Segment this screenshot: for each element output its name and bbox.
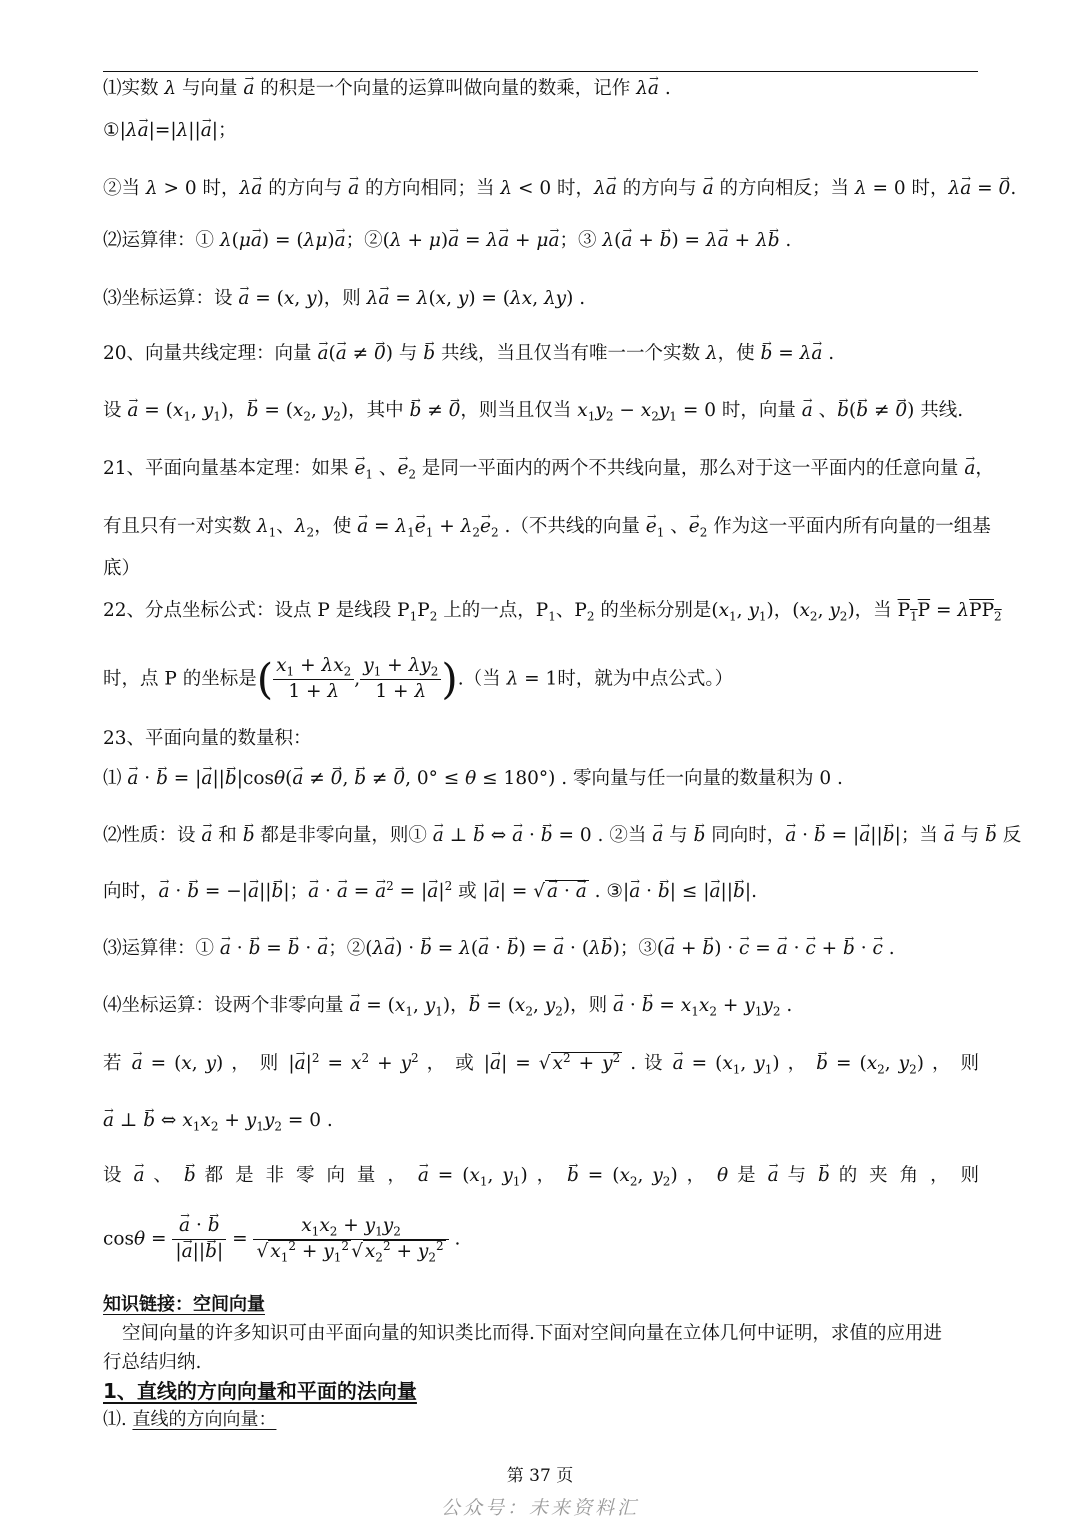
line-division-formula-2: 时，点 P 的坐标是( $\frac{x_1 + \lambda x_2}{1 + \lambda}$ , $\frac{y_1 + \lambda y_2}{1 + \lambda}$ ).（当 λ = 1时，就为中点公式。）	[103, 654, 734, 704]
line-abs-prop: ①|λ→ a|=|λ||→ a|；	[103, 122, 979, 141]
line-dot-props-2: 向时，→ a · → b = −|→ a||→ b|；→ a · → a = → $a^2$ = |→ $a|^2$ 或 |→ a| = √→ a · → a . ③|→ a · → b| ≤ |→ a||→ b|.	[103, 883, 979, 902]
page-number: 第 37 页	[506, 1466, 574, 1486]
line-operation-laws: ⑵运算律：① λ(μ→ a) = (λμ)→ a；②(λ + μ)→ a = λ→ a + μ→ a；③ λ(→ a + → b) = λ→ a + λ→ b .	[103, 232, 979, 251]
line-division-formula: 22、分点坐标公式：设点 P 是线段 $P_1P_2$ 上的一点，$P_1$、$P_2$ 的坐标分别是($x_1$, $y_1$)，($x_2$, $y_2$)，当 $P_1P = \lambda PP_2$	[103, 600, 1002, 624]
line-dot-laws: ⑶运算律：① → a · → b = → b · → a；②(λ→ a) · → b = λ(→ a · → b) = → a · (λ→ b)；③(→ a + → b) · → c = → a · → c + → b · → c .	[103, 940, 979, 959]
line-basic-theorem-3: 底）	[103, 558, 141, 579]
line-angle-setup: 设 → a 、 → b 都 是 非 零 向 量 ， → $a = (x_1$, $y_1$) ， → $b = (x_2$, $y_2$) ， θ 是 → a 与 → b 的 夹 角 ， 则	[103, 1167, 979, 1186]
line-basic-theorem: 21、平面向量基本定理：如果 → $e_1$ 、→ $e_2$ 是同一平面内的两个不共线向量，那么对于这一平面内的任意向量 → a，	[103, 460, 979, 479]
line-dot-product-def: ⑴ → a · → b = |→ a||→ b|cosθ(→ a ≠ → 0, → b ≠ → 0, 0° ≤ θ ≤ 180°) . 零向量与任一向量的数量积为 0 .	[103, 770, 979, 789]
heading-knowledge-link: 知识链接：空间向量	[103, 1294, 265, 1315]
paragraph-space-vector: 空间向量的许多知识可由平面向量的知识类比而得.下面对空间向量在立体几何中证明，求值的应用进	[122, 1323, 942, 1344]
header-rule	[103, 71, 978, 72]
line-direction-prop: ②当 λ > 0 时，λ→ a 的方向与 → a 的方向相同；当 λ < 0 时，λ→ a 的方向与 → a 的方向相反；当 λ = 0 时，λ→ a = → 0.	[103, 180, 979, 199]
line-perpendicular: → a ⊥ → b ⇔ $x_1x_2 + y_1y_2 = 0$ .	[103, 1112, 979, 1131]
line-basic-theorem-2: 有且只有一对实数 $\lambda_1$、$\lambda_2$，使 → $a = \lambda_1\to e_1 + \lambda_2\to e_2$ .（不共线的向量 → $e_1$ 、→ $e_2$ 作为这一平面内所有向量的一组基	[103, 518, 979, 537]
line-dot-props: ⑵性质：设 → a 和 → b 都是非零向量，则① → a ⊥ → b ⇔ → a · → b = 0 . ②当 → a 与 → b 同向时，→ a · → b = |→ a||→ b|；当 → a 与 → b 反	[103, 827, 979, 846]
heading-direction-normal-vector: 1、直线的方向向量和平面的法向量	[103, 1379, 417, 1403]
watermark: 公众号：未来资料汇	[440, 1497, 639, 1519]
line-coord-op: ⑶坐标运算：设 → a = (x, y)，则 λ→ a = λ(x, y) = (λx, λy) .	[103, 290, 979, 309]
line-cos-formula: cosθ = → $\frac{a \cdot \to b}{|\to a||\to b|}$ = $\frac{x_1x_2 + y_1y_2}{√ x_1^2 + y_1^2 √ x_2^2 + y_2^2}$ .	[103, 1214, 979, 1265]
paragraph-space-vector-2: 行总结归纳.	[103, 1352, 202, 1373]
line-scalar-mult-def: ⑴实数 λ 与向量 → a 的积是一个向量的运算叫做向量的数乘，记作 λ→ a .	[103, 80, 979, 99]
line-collinear-theorem: 20、向量共线定理：向量 → a(→ a ≠ → 0) 与 → b 共线，当且仅当有唯一一个实数 λ，使 → b = λ→ a .	[103, 345, 979, 364]
subheading-direction-vector: ⑴. 直线的方向向量：	[103, 1409, 277, 1430]
line-magnitude: 若 → a = (x, y) ， 则 |→ $a|^2 = x^2 + y^2$ ， 或 |→ a| = √ $x^2 + y^2$ . 设 → $a = (x_1$, $y_1$) ， → $b = (x_2$, $y_2$) ， 则	[103, 1055, 979, 1074]
line-collinear-coord: 设 → $a = (x_1$, $y_1$)，→ $b = (x_2$, $y_2$)，其中 → b ≠ → 0，则当且仅当 $x_1y_2 - x_2y_1 = 0$ 时，向量 → a 、→ b(→ b ≠ → 0) 共线.	[103, 402, 979, 421]
line-dot-product-title: 23、平面向量的数量积：	[103, 728, 312, 749]
line-dot-coord: ⑷坐标运算：设两个非零向量 → $a = (x_1$, $y_1$)，→ $b = (x_2$, $y_2$)，则 → a · → $b = x_1x_2 + y_1y_2$ .	[103, 997, 979, 1016]
